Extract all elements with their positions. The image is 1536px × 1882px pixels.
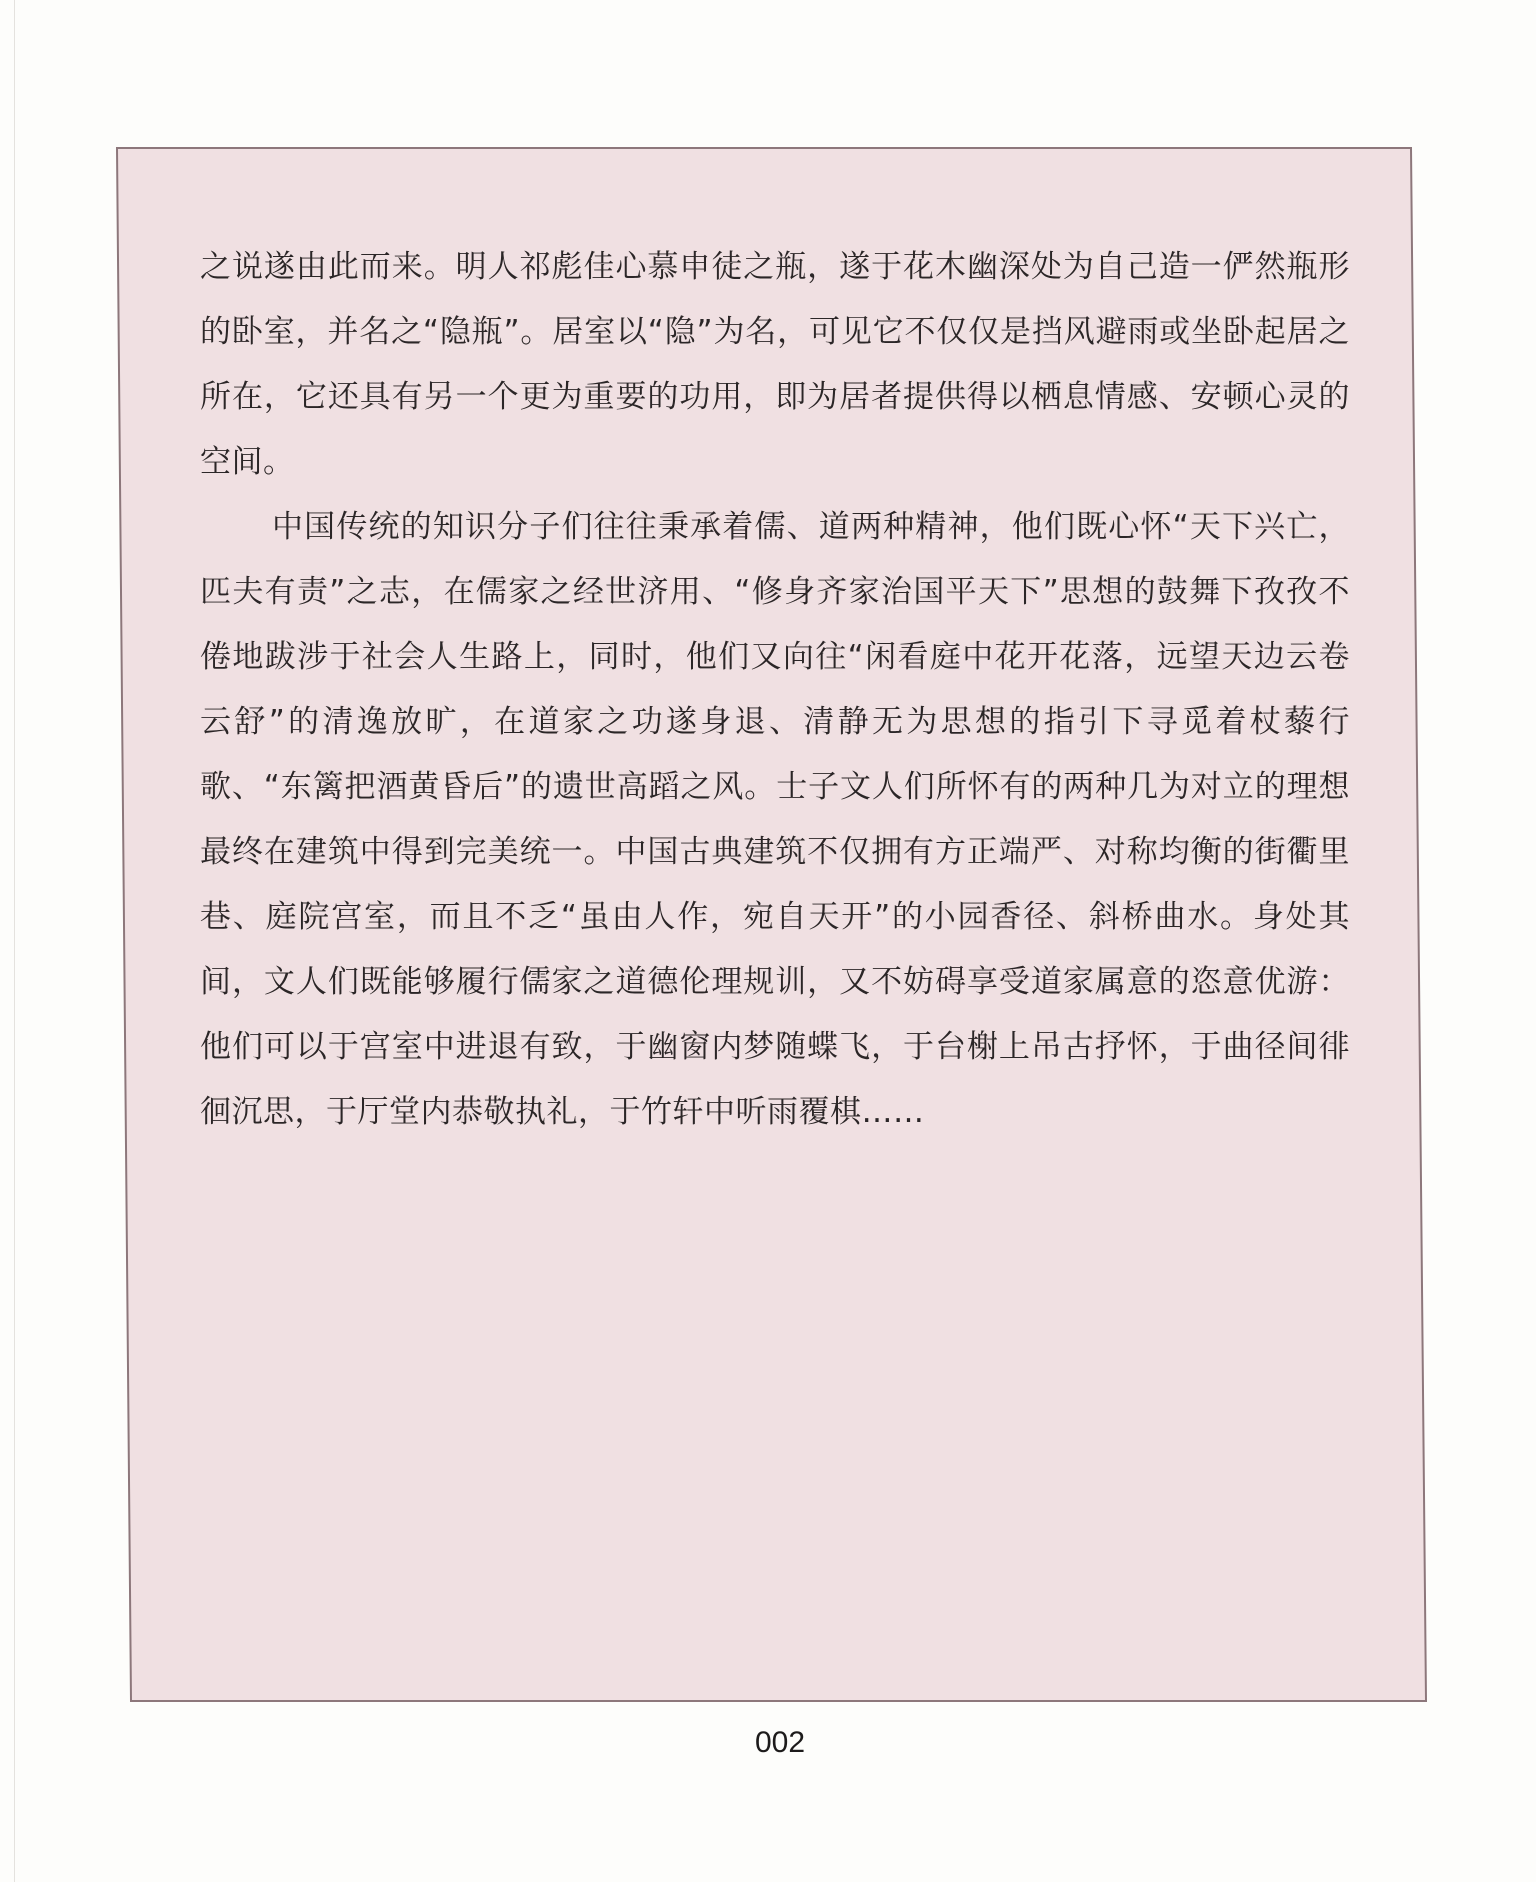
body-text	[200, 235, 1350, 1145]
paragraph: 中国传统的知识分子们往往秉承着儒、道两种精神，他们既心怀“天下兴亡，匹夫有责”之志，在儒家之经世济用、“修身齐家治国平天下”思想的鼓舞下孜孜不倦地跋涉于社会人生路上，同时，他们又向往“闲看庭中花开花落，远望天边云卷云舒”的清逸放旷，在道家之功遂身退、清静无为思想的指引下寻觅着杖藜行歌、“东篱把酒黄昏后”的遗世高蹈之风。士子文人们所怀有的两种几为对立的理想最终在建筑中得到完美统一。中国古典建筑不仅拥有方正端严、对称均衡的街衢里巷、庭院宫室，而且不乏“虽由人作，宛自天开”的小园香径、斜桥曲水。身处其间，文人们既能够履行儒家之道德伦理规训，又不妨碍享受道家属意的恣意优游：他们可以于宫室中进退有致，于幽窗内梦随蝶飞，于台榭上吊古抒怀，于曲径间徘徊沉思，于厅堂内恭敬执礼，于竹轩中听雨覆棋……	[200, 509, 1350, 1130]
paragraph: 之说遂由此而来。明人祁彪佳心慕申徒之瓶，遂于花木幽深处为自己造一俨然瓶形的卧室，并名之“隐瓶”。居室以“隐”为名，可见它不仅仅是挡风避雨或坐卧起居之所在，它还具有另一个更为重要的功用，即为居者提供得以栖息情感、安顿心灵的空间。	[200, 249, 1350, 480]
page-number: 002	[754, 1726, 806, 1759]
